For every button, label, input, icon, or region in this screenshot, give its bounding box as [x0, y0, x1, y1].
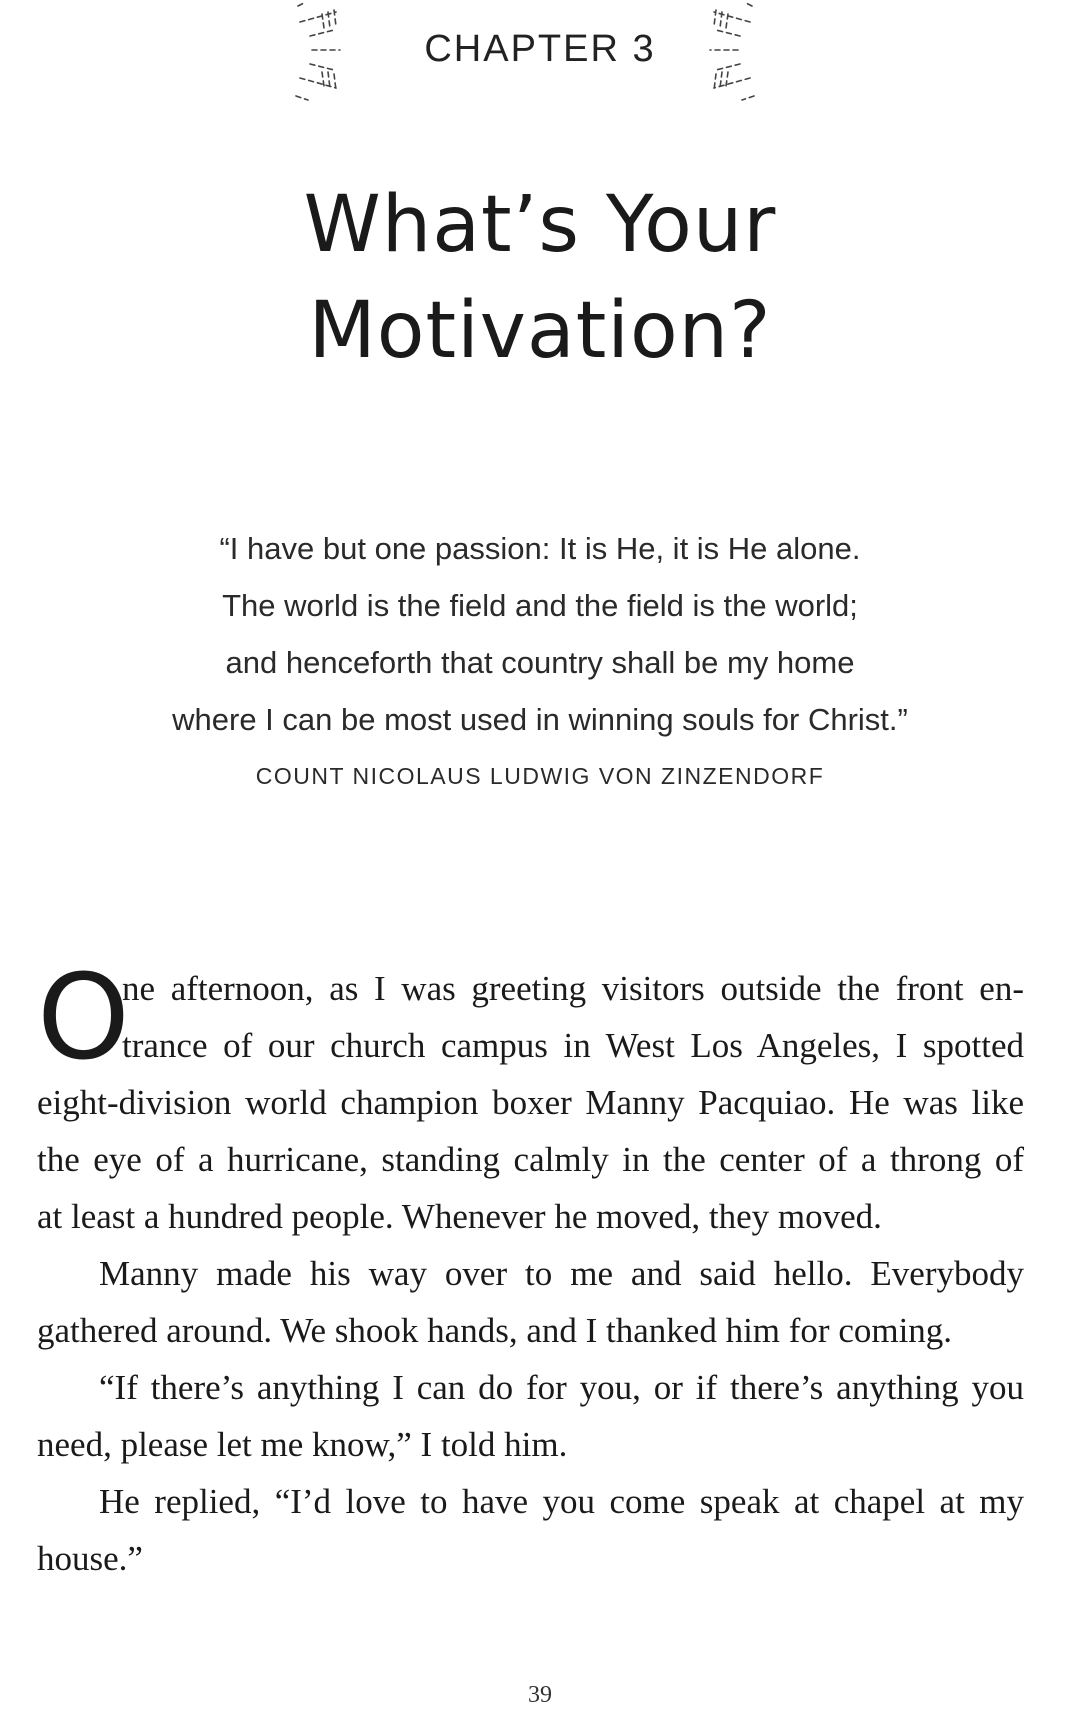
body-line: ne afternoon, as I was greeting visitors outside the front en-	[122, 969, 1024, 1008]
epigraph-line: “I have but one passion: It is He, it is He alone.	[219, 531, 861, 566]
drop-cap: O	[37, 948, 130, 1086]
chapter-label: CHAPTER 3	[424, 28, 656, 70]
body-line: trance of our church campus in West Los Angeles, I spotted	[122, 1026, 1024, 1065]
body-text	[37, 948, 1024, 1587]
body-line: the eye of a hurricane, standing calmly in the center of a throng of	[37, 1140, 1024, 1179]
body-line: gathered around. We shook hands, and I thanked him for coming.	[37, 1311, 953, 1350]
chapter-title-line: Motivation?	[308, 286, 772, 376]
chapter-title	[0, 172, 1080, 384]
epigraph-line: The world is the field and the field is the world;	[222, 588, 858, 623]
epigraph-line: where I can be most used in winning souls for Christ.”	[172, 702, 908, 737]
decorative-burst-right-icon	[680, 0, 760, 105]
epigraph-line: and henceforth that country shall be my home	[225, 645, 855, 680]
epigraph-attribution: COUNT NICOLAUS LUDWIG VON ZINZENDORF	[255, 763, 825, 789]
chapter-title-line: What’s Your	[303, 180, 777, 270]
body-line: eight-division world champion boxer Manny Pacquiao. He was like	[37, 1083, 1024, 1122]
body-line: “If there’s anything I can do for you, or if there’s anything you	[99, 1368, 1024, 1407]
page-number: 39	[528, 1682, 552, 1708]
body-line: at least a hundred people. Whenever he moved, they moved.	[37, 1197, 882, 1236]
body-line: house.”	[37, 1539, 143, 1578]
chapter-header	[0, 0, 1080, 110]
body-line: need, please let me know,” I told him.	[37, 1425, 568, 1464]
body-line: Manny made his way over to me and said hello. Everybody	[99, 1254, 1024, 1293]
body-line: He replied, “I’d love to have you come speak at chapel at my	[99, 1482, 1024, 1521]
epigraph	[0, 520, 1080, 748]
